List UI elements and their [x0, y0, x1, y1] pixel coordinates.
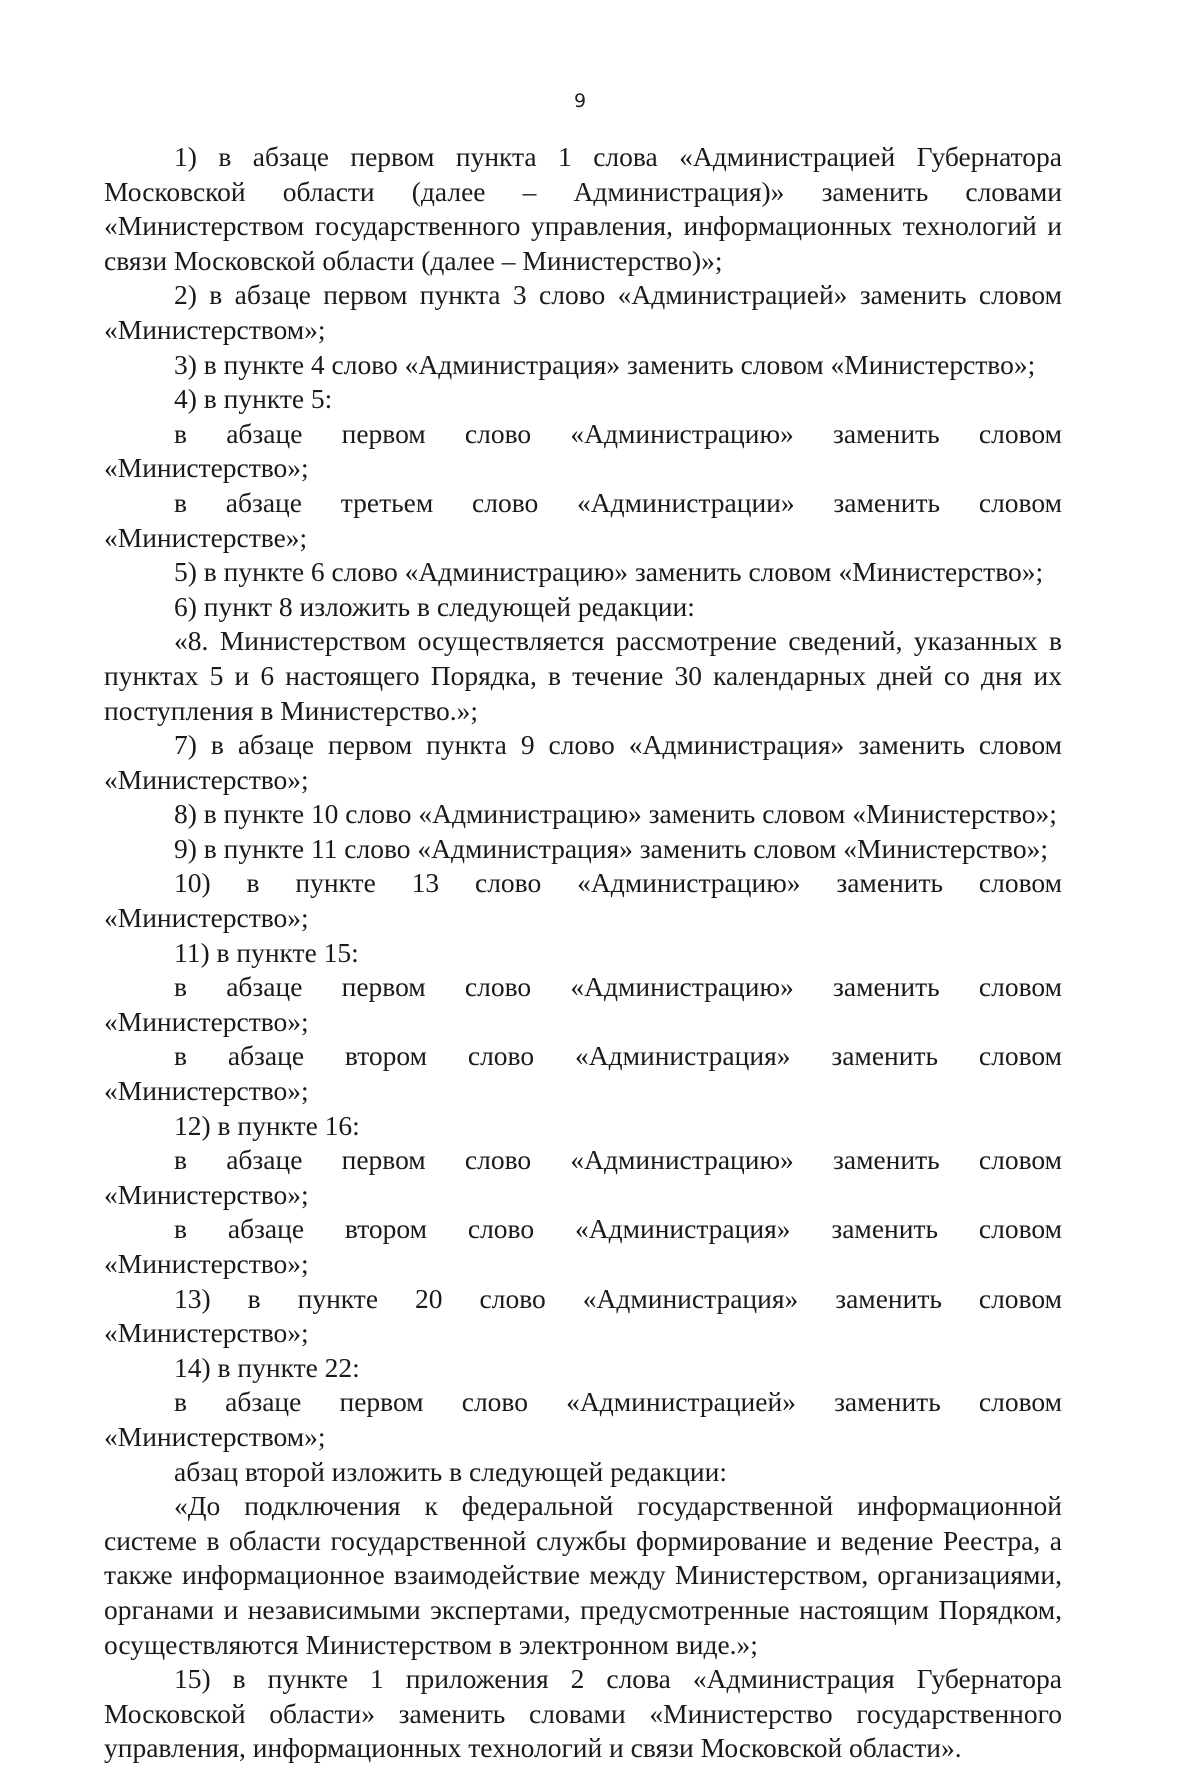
paragraph-subitem: абзац второй изложить в следующей редакции: [174, 1455, 728, 1487]
paragraph-item-15: 15) в пункте 1 приложения 2 слова «Администрация Губернатора Московской области» заменить словами «Министерство государственного управления, информационных технологий и связи Московской области». [104, 1663, 1062, 1764]
paragraph-item-3: 3) в пункте 4 слово «Администрация» заменить словом «Министерство»; [174, 348, 1036, 380]
paragraph-item-4: 4) в пункте 5: [174, 383, 333, 415]
paragraph-item-9: 9) в пункте 11 слово «Администрация» заменить словом «Министерство»; [174, 832, 1048, 864]
paragraph-subitem: в абзаце первом слово «Администрацией» заменить словом «Министерством»; [104, 1386, 1062, 1452]
document-body [104, 140, 1062, 1766]
paragraph-item-11: 11) в пункте 15: [174, 936, 359, 968]
paragraph-item-8: 8) в пункте 10 слово «Администрацию» заменить словом «Министерство»; [174, 798, 1057, 830]
paragraph-subitem: в абзаце первом слово «Администрацию» заменить словом «Министерство»; [104, 417, 1062, 484]
paragraph-subitem: в абзаце первом слово «Администрацию» заменить словом «Министерство»; [104, 1144, 1062, 1210]
quoted-paragraph: «8. Министерством осуществляется рассмотрение сведений, указанных в пунктах 5 и 6 настоящего Порядка, в течение 30 календарных дней со дня их поступления в Министерство.»; [104, 625, 1062, 726]
paragraph-subitem: в абзаце третьем слово «Администрации» заменить словом «Министерстве»; [104, 486, 1062, 553]
paragraph-item-10: 10) в пункте 13 слово «Администрацию» заменить словом «Министерство»; [104, 867, 1062, 934]
page-number: 9 [573, 90, 587, 112]
paragraph-item-6: 6) пункт 8 изложить в следующей редакции: [174, 590, 695, 622]
quoted-paragraph: «До подключения к федеральной государственной информационной системе в области государственной службы формирование и ведение Реестра, а также информационное взаимодействие между Министерством, организациями, органами и независимыми экспертами, предусмотренные настоящим Порядком, осуществляются Министерством в электронном виде.»; [104, 1490, 1062, 1660]
paragraph-item-13: 13) в пункте 20 слово «Администрация» заменить словом «Министерство»; [104, 1282, 1062, 1349]
paragraph-item-14: 14) в пункте 22: [174, 1351, 360, 1383]
paragraph-item-2: 2) в абзаце первом пункта 3 слово «Администрацией» заменить словом «Министерством»; [104, 279, 1062, 345]
paragraph-item-5: 5) в пункте 6 слово «Администрацию» заменить словом «Министерство»; [174, 556, 1044, 588]
paragraph-item-1: 1) в абзаце первом пункта 1 слова «Администрацией Губернатора Московской области (далее – Администрация)» заменить словами «Министерством государственного управления, информационных технологий и связи Московской области (далее – Министерство)»; [104, 141, 1062, 276]
paragraph-subitem: в абзаце первом слово «Администрацию» заменить словом «Министерство»; [104, 971, 1062, 1037]
paragraph-subitem: в абзаце втором слово «Администрация» заменить словом «Министерство»; [104, 1040, 1062, 1107]
paragraph-item-12: 12) в пункте 16: [174, 1109, 360, 1141]
paragraph-subitem: в абзаце втором слово «Администрация» заменить словом «Министерство»; [104, 1213, 1062, 1279]
paragraph-item-7: 7) в абзаце первом пункта 9 слово «Администрация» заменить словом «Министерство»; [104, 729, 1062, 795]
